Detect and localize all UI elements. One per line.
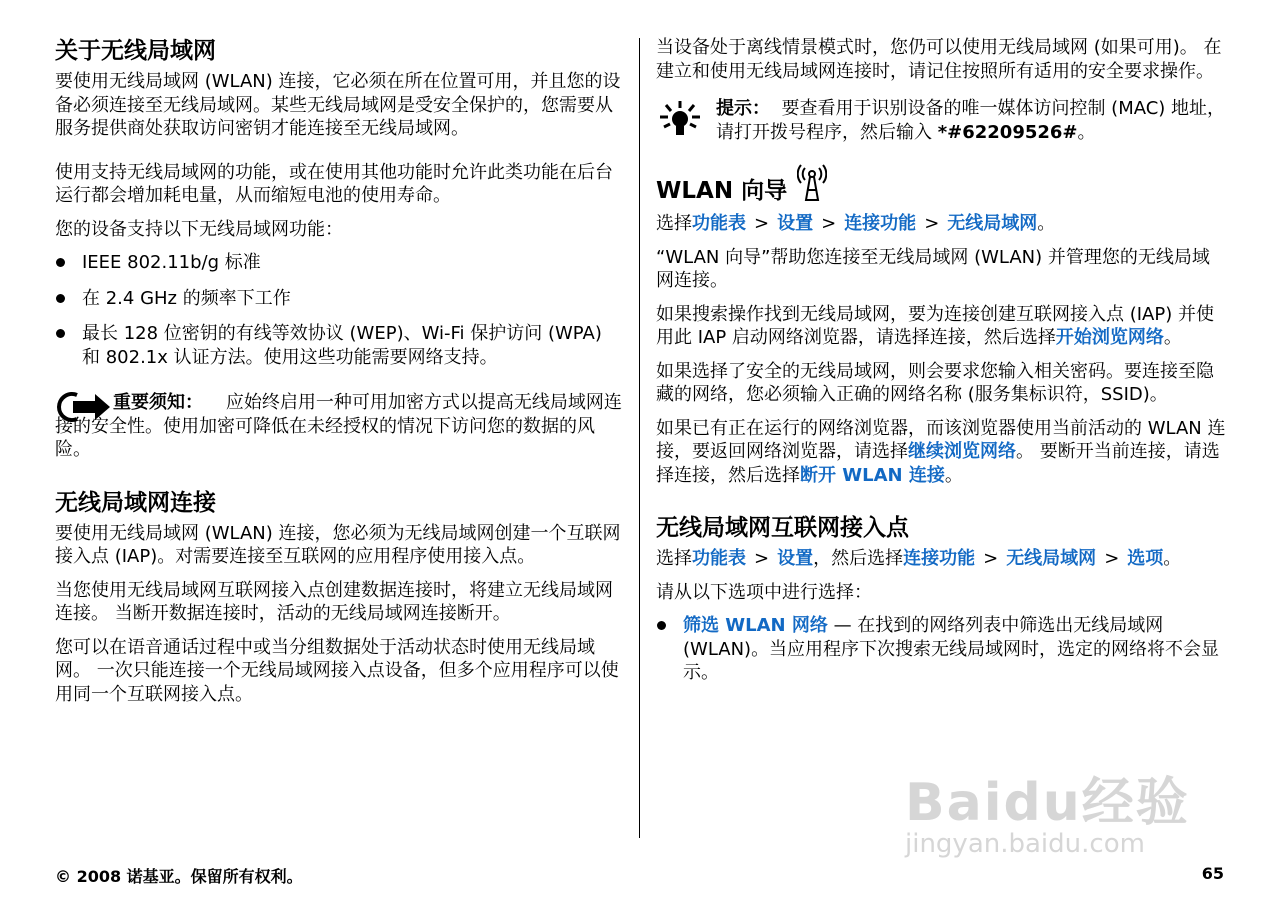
menu-link[interactable]: 功能表 bbox=[692, 548, 746, 569]
page-number: 65 bbox=[1201, 864, 1224, 883]
wlan-link[interactable]: 无线局域网 bbox=[947, 213, 1038, 234]
bullet-icon bbox=[657, 621, 666, 630]
section-title-wlan-connection: 无线局域网连接 bbox=[55, 489, 216, 516]
bullet-icon bbox=[56, 329, 65, 338]
settings-link[interactable]: 设置 bbox=[777, 548, 814, 569]
wlan-wizard-heading bbox=[656, 162, 1226, 206]
paragraph: 要使用无线局域网 (WLAN) 连接，您必须为无线局域网创建一个互联网接入点 (IAP)。对需要连接至互联网的应用程序使用接入点。 bbox=[55, 522, 621, 567]
disconnect-wlan-link[interactable]: 断开 WLAN 连接 bbox=[800, 464, 945, 486]
paragraph: “WLAN 向导”帮助您连接至无线局域网 (WLAN) 并管理您的无线局域网连接。 bbox=[656, 246, 1210, 291]
paragraph: 请从以下选项中进行选择： bbox=[656, 581, 872, 603]
list-item: 筛选 WLAN 网络 — 在找到的网络列表中筛选出无线局域网 (WLAN)。当应用程序下次搜索无线局域网时，选定的网络将不会显示。 bbox=[656, 614, 1226, 685]
paragraph: 如果已有正在运行的网络浏览器，而该浏览器使用当前活动的 WLAN 连接，要返回网络浏览器，请选择继续浏览网络。 要断开当前连接，请选择连接，然后选择断开 WLAN 连接。 bbox=[656, 417, 1226, 486]
bullet-icon bbox=[56, 294, 65, 303]
watermark-main: Baidu经验 bbox=[905, 773, 1190, 833]
watermark-sub: jingyan.baidu.com bbox=[905, 829, 1145, 859]
paragraph: 您的设备支持以下无线局域网功能： bbox=[55, 218, 343, 240]
column-divider bbox=[639, 38, 640, 838]
tip-label: 提示： bbox=[716, 98, 770, 119]
paragraph: 您可以在语音通话过程中或当分组数据处于活动状态时使用无线局域网。 一次只能连接一个无线局域网接入点设备，但多个应用程序可以使用同一个互联网接入点。 bbox=[55, 636, 619, 705]
left-column bbox=[55, 36, 623, 716]
paragraph: 如果搜索操作找到无线局域网，要为连接创建互联网接入点 (IAP) 并使用此 IAP 启动网络浏览器，请选择连接，然后选择开始浏览网络。 bbox=[656, 303, 1214, 348]
filter-wlan-link[interactable]: 筛选 WLAN 网络 bbox=[683, 615, 828, 636]
section-title-about-wlan: 关于无线局域网 bbox=[55, 38, 216, 64]
feature-list bbox=[55, 251, 623, 369]
paragraph: 如果选择了安全的无线局域网，则会要求您输入相关密码。要连接至隐藏的网络，您必须输入正确的网络名称 (服务集标识符，SSID)。 bbox=[656, 360, 1214, 405]
list-item: 在 2.4 GHz 的频率下工作 bbox=[55, 287, 623, 311]
arrow-note-icon bbox=[55, 391, 111, 427]
antenna-icon bbox=[797, 162, 827, 206]
baidu-watermark bbox=[905, 760, 1205, 880]
settings-link[interactable]: 设置 bbox=[777, 213, 814, 234]
start-browsing-link[interactable]: 开始浏览网络 bbox=[1055, 327, 1164, 348]
bullet-icon bbox=[56, 258, 65, 267]
connectivity-link[interactable]: 连接功能 bbox=[903, 548, 976, 569]
right-column bbox=[656, 36, 1226, 697]
continue-browsing-link[interactable]: 继续浏览网络 bbox=[908, 441, 1016, 462]
important-note bbox=[55, 391, 623, 462]
lightbulb-icon bbox=[656, 99, 704, 143]
wlan-link[interactable]: 无线局域网 bbox=[1006, 548, 1097, 569]
connectivity-link[interactable]: 连接功能 bbox=[844, 213, 917, 234]
copyright-footer: © 2008 诺基亚。保留所有权利。 bbox=[55, 867, 303, 886]
tip-box: 提示： 要查看用于识别设备的唯一媒体访问控制 (MAC) 地址，请打开拨号程序，然后输入 *#62209526#。 bbox=[656, 97, 1226, 144]
list-item: 最长 128 位密钥的有线等效协议 (WEP)、Wi-Fi 保护访问 (WPA) 和 802.1x 认证方法。使用这些功能需要网络支持。 bbox=[55, 322, 623, 369]
options-link[interactable]: 选项 bbox=[1127, 548, 1164, 569]
paragraph: 使用支持无线局域网的功能，或在使用其他功能时允许此类功能在后台运行都会增加耗电量，从而缩短电池的使用寿命。 bbox=[55, 161, 613, 206]
note-label: 重要须知： bbox=[113, 392, 203, 413]
paragraph: 当设备处于离线情景模式时，您仍可以使用无线局域网 (如果可用)。 在建立和使用无线局域网连接时，请记住按照所有适用的安全要求操作。 bbox=[656, 37, 1222, 82]
options-list bbox=[656, 614, 1226, 685]
note-text: 应始终启用一种可用加密方式以提高无线局域网连接的安全性。使用加密可降低在未经授权的情况下访问您的数据的风险。 bbox=[55, 392, 622, 460]
menu-link[interactable]: 功能表 bbox=[692, 213, 746, 234]
section-title-wlan-iap: 无线局域网互联网接入点 bbox=[656, 515, 909, 541]
section-title-wlan-wizard: WLAN 向导 bbox=[656, 178, 788, 204]
paragraph: 当您使用无线局域网互联网接入点创建数据连接时，将建立无线局域网连接。 当断开数据连接时，活动的无线局域网连接断开。 bbox=[55, 579, 613, 624]
wizard-navigation-path: 选择功能表 > 设置 > 连接功能 > 无线局域网。 bbox=[656, 213, 1056, 234]
tip-code: *#62209526# bbox=[937, 121, 1078, 143]
paragraph: 要使用无线局域网 (WLAN) 连接，它必须在所在位置可用，并且您的设备必须连接至无线局域网。某些无线局域网是受安全保护的，您需要从服务提供商处获取访问密钥才能连接至无线局域网。 bbox=[55, 71, 621, 139]
list-item: IEEE 802.11b/g 标准 bbox=[55, 251, 623, 275]
iap-navigation-path: 选择功能表 > 设置，然后选择连接功能 > 无线局域网 > 选项。 bbox=[656, 548, 1182, 569]
